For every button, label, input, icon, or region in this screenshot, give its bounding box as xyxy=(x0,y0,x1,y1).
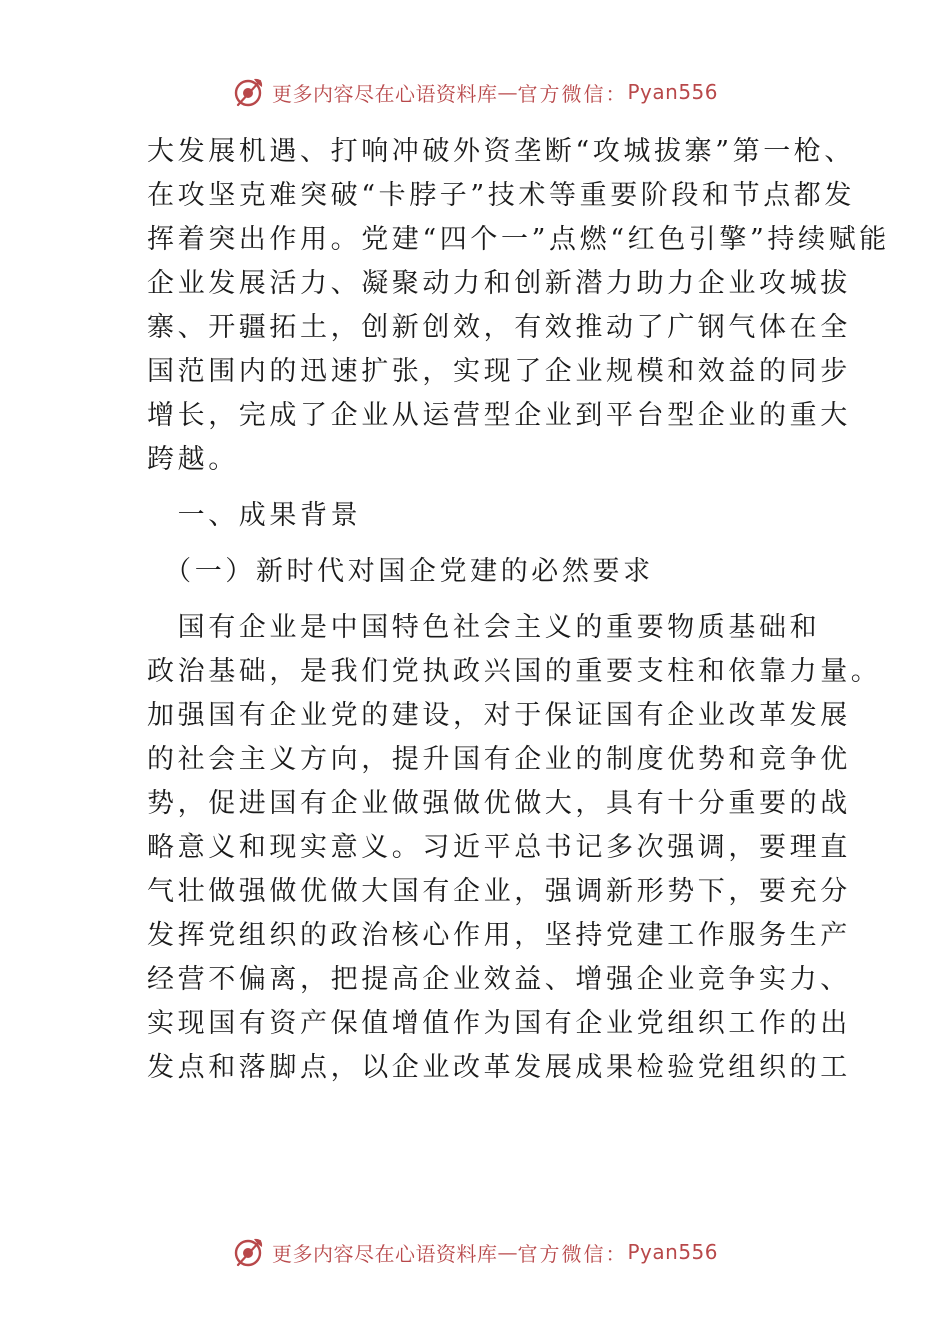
banner-wechat-id: Pyan556 xyxy=(627,80,718,104)
banner-wechat-label: 官方微信： xyxy=(517,81,628,106)
banner-wechat-id: Pyan556 xyxy=(627,1240,718,1264)
paragraph-line: 在攻坚克难突破“卡脖子”技术等重要阶段和节点都发 xyxy=(147,180,856,211)
paragraph-line: 气壮做强做优做大国有企业，强调新形势下，要充分 xyxy=(147,876,851,907)
banner-site-text: 更多内容尽在心语资料库 xyxy=(271,1241,498,1266)
paragraph-line: 跨越。 xyxy=(147,444,239,475)
section-heading: 一、成果背景 xyxy=(147,500,362,531)
paragraph-line: 发点和落脚点，以企业改革发展成果检验党组织的工 xyxy=(147,1052,851,1083)
paragraph-line: 发挥党组织的政治核心作用，坚持党建工作服务生产 xyxy=(147,920,851,951)
footer-banner xyxy=(0,1232,950,1272)
paragraph-line: 大发展机遇、打响冲破外资垄断“攻城拔寨”第一枪、 xyxy=(147,136,856,167)
paragraph-line: 实现国有资产保值增值作为国有企业党组织工作的出 xyxy=(147,1008,851,1039)
document-body xyxy=(147,130,890,1090)
paragraph-line: 国范围内的迅速扩张，实现了企业规模和效益的同步 xyxy=(147,356,851,387)
header-banner xyxy=(0,72,950,112)
paragraph-line: 经营不偏离，把提高企业效益、增强企业竞争实力、 xyxy=(147,964,851,995)
subsection-heading: （一）新时代对国企党建的必然要求 xyxy=(147,556,654,587)
banner-separator: — xyxy=(497,1240,518,1264)
paragraph-line: 势，促进国有企业做强做优做大，具有十分重要的战 xyxy=(147,788,851,819)
banner-separator: — xyxy=(497,80,518,104)
banner-wechat-label: 官方微信： xyxy=(517,1241,628,1266)
quill-logo-icon xyxy=(232,1235,266,1269)
paragraph-line: 增长，完成了企业从运营型企业到平台型企业的重大 xyxy=(147,400,851,431)
paragraph-line: 加强国有企业党的建设，对于保证国有企业改革发展 xyxy=(147,700,851,731)
paragraph-line: 企业发展活力、凝聚动力和创新潜力助力企业攻城拔 xyxy=(147,268,851,299)
paragraph-line: 的社会主义方向，提升国有企业的制度优势和竞争优 xyxy=(147,744,851,775)
paragraph-line: 政治基础，是我们党执政兴国的重要支柱和依靠力量。 xyxy=(147,656,882,687)
paragraph-line: 国有企业是中国特色社会主义的重要物质基础和 xyxy=(147,612,821,643)
paragraph-line: 寨、开疆拓土，创新创效，有效推动了广钢气体在全 xyxy=(147,312,851,343)
paragraph-line: 略意义和现实意义。习近平总书记多次强调，要理直 xyxy=(147,832,851,863)
paragraph-line: 挥着突出作用。党建“四个一”点燃“红色引擎”持续赋能 xyxy=(147,224,890,255)
banner-site-text: 更多内容尽在心语资料库 xyxy=(271,81,498,106)
quill-logo-icon xyxy=(232,75,266,109)
